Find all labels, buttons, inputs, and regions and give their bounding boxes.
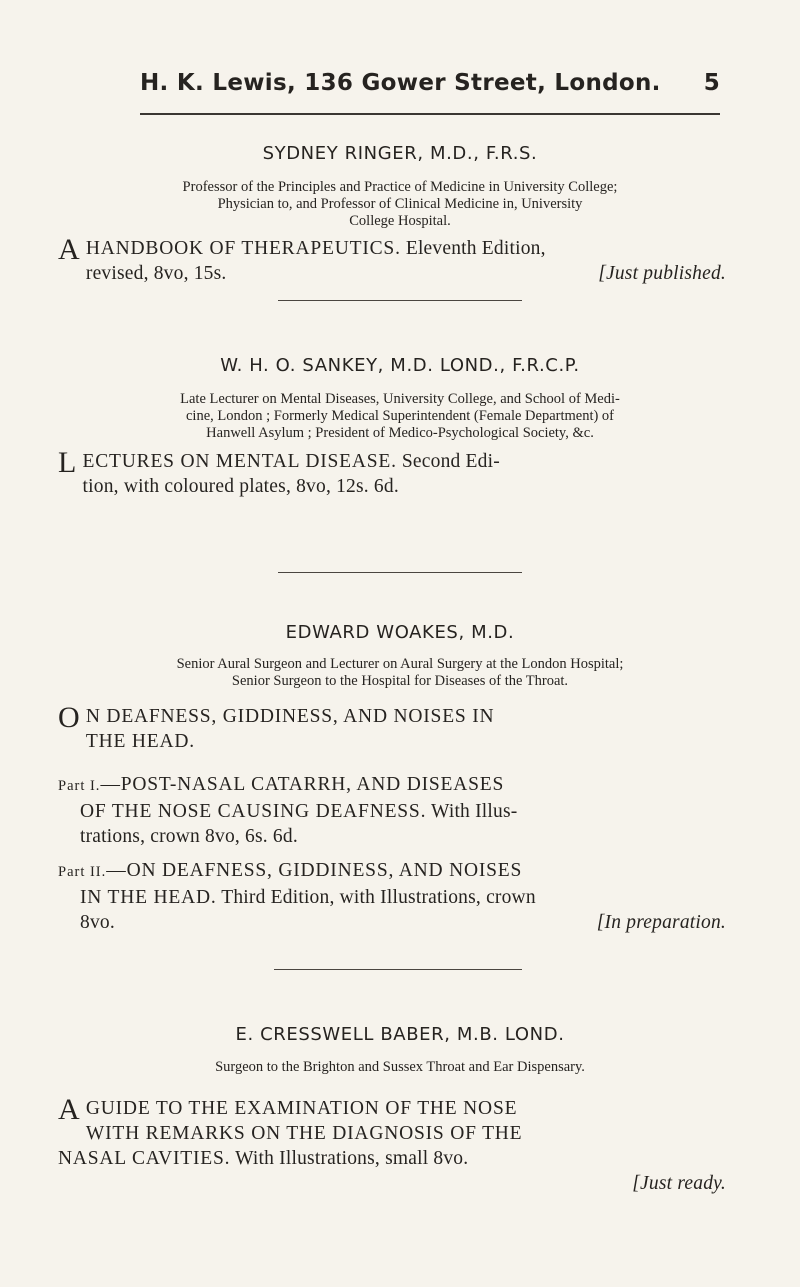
author-description: Professor of the Principles and Practice of Medicine in University College; Physician to, and Professor of Clinical Medicine in, University College Hospital.	[182, 179, 618, 229]
part-details: With Illus-	[431, 801, 518, 822]
part-details: 8vo.	[80, 912, 115, 933]
publication-status: [Just published.	[598, 263, 726, 284]
publisher-address: H. K. Lewis, 136 Gower Street, London.	[140, 70, 661, 96]
part-title: —POST-NASAL CATARRH, AND DISEASES	[100, 774, 505, 795]
part-label: Part II.	[58, 864, 107, 880]
part-details: trations, crown 8vo, 6s. 6d.	[80, 826, 298, 847]
book-details: revised, 8vo, 15s.	[85, 263, 227, 284]
drop-initial: A	[58, 233, 80, 266]
book-title: WITH REMARKS ON THE DIAGNOSIS OF THE	[85, 1123, 523, 1144]
book-details: Second Edi-	[401, 451, 500, 472]
author-description: Late Lecturer on Mental Diseases, University College, and School of Medi- cine, London ; Formerly Medical Superintendent (Female Department) of Hanwell Asylum ; President of Medico-Psychological Society, &c.	[180, 391, 620, 441]
author-name: W. H. O. SANKEY, M.D. LOND., F.R.C.P.	[220, 355, 580, 376]
running-head	[140, 70, 720, 96]
section-divider	[278, 300, 522, 301]
book-entry	[58, 701, 726, 754]
drop-initial: L	[58, 446, 77, 479]
part-title: OF THE NOSE CAUSING DEAFNESS.	[80, 801, 427, 822]
book-entry	[58, 1093, 726, 1196]
drop-initial: A	[58, 1093, 80, 1126]
section-divider	[274, 969, 522, 970]
book-part	[58, 858, 726, 935]
page-number: 5	[703, 70, 720, 96]
part-title: IN THE HEAD.	[80, 887, 217, 908]
book-details: With Illustrations, small 8vo.	[235, 1148, 469, 1169]
book-part	[58, 772, 726, 849]
publication-status: [Just ready.	[632, 1173, 726, 1194]
header-rule	[140, 113, 720, 115]
book-title: NASAL CAVITIES.	[58, 1148, 231, 1169]
author-description: Senior Aural Surgeon and Lecturer on Aural Surgery at the London Hospital; Senior Surgeon to the Hospital for Diseases of the Throat.	[176, 656, 624, 689]
publication-status: [In preparation.	[596, 912, 726, 933]
book-title: HANDBOOK OF THERAPEUTICS.	[85, 238, 401, 259]
book-title: THE HEAD.	[85, 731, 195, 752]
book-details: tion, with coloured plates, 8vo, 12s. 6d.	[82, 476, 399, 497]
drop-initial: O	[58, 701, 80, 734]
section-divider	[278, 572, 522, 573]
book-entry	[58, 446, 726, 499]
author-name: EDWARD WOAKES, M.D.	[285, 622, 515, 643]
author-name: SYDNEY RINGER, M.D., F.R.S.	[262, 143, 538, 164]
part-details: Third Edition, with Illustrations, crown	[221, 887, 536, 908]
book-details: Eleventh Edition,	[405, 238, 546, 259]
book-title: N DEAFNESS, GIDDINESS, AND NOISES IN	[85, 706, 495, 727]
author-description: Surgeon to the Brighton and Sussex Throat and Ear Dispensary.	[215, 1059, 585, 1075]
part-label: Part I.	[58, 778, 101, 794]
book-entry	[58, 233, 726, 286]
part-title: —ON DEAFNESS, GIDDINESS, AND NOISES	[106, 860, 523, 881]
book-title: ECTURES ON MENTAL DISEASE.	[82, 451, 397, 472]
book-title: GUIDE TO THE EXAMINATION OF THE NOSE	[85, 1098, 518, 1119]
author-name: E. CRESSWELL BABER, M.B. LOND.	[235, 1024, 565, 1045]
